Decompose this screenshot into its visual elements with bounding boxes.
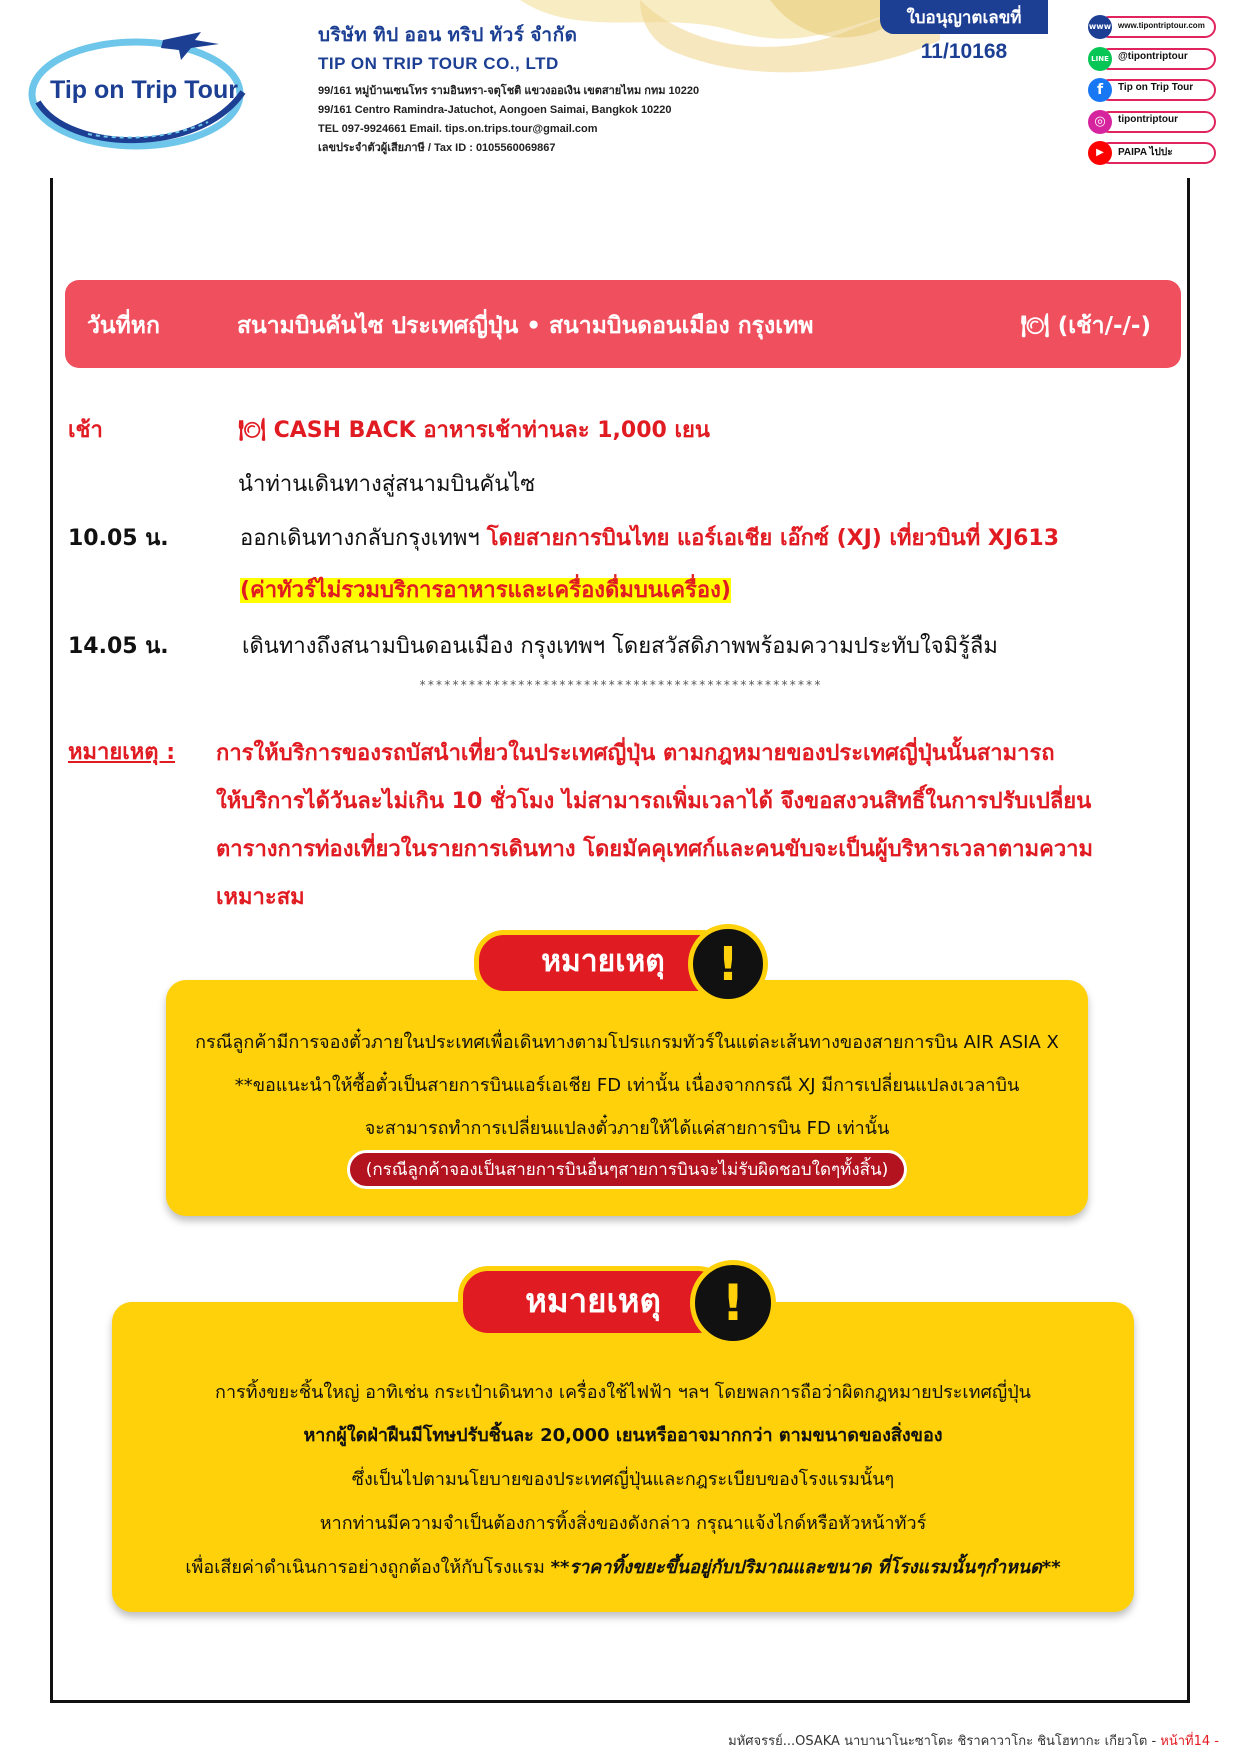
license-label: ใบอนุญาตเลขที่ (906, 8, 1022, 27)
facebook-name[interactable]: Tip on Trip Tour (1118, 82, 1194, 93)
globe-icon: www (1088, 15, 1112, 39)
frame-border-right (1187, 178, 1190, 1702)
morning-meal: 🍽 CASH BACK อาหารเช้าท่านละ 1,000 เยน (238, 418, 710, 443)
contact-line: TEL 097-9924661 Email. tips.on.trips.tour@gmail.com (318, 123, 598, 135)
company-name-en: TIP ON TRIP TOUR CO., LTD (318, 54, 559, 73)
day-meals: 🍽 (เช้า/-/-) (1020, 313, 1151, 339)
remark-label: หมายเหตุ : (68, 740, 176, 765)
social-facebook[interactable] (1088, 78, 1218, 102)
departure-text: ออกเดินทางกลับกรุงเทพฯ (240, 526, 480, 551)
notice2-line: ซึ่งเป็นไปตามนโยบายของประเทศญี่ปุ่นและกฎระเบียบของโรงแรมนั้นๆ (351, 1469, 895, 1490)
meal-exclusion-note: (ค่าทัวร์ไม่รวมบริการอาหารและเครื่องดื่มบนเครื่อง) (240, 578, 731, 603)
flight-info: โดยสายการบินไทย แอร์เอเชีย เอ๊กซ์ (XJ) เที่ยวบินที่ XJ613 (486, 526, 1059, 551)
address-en: 99/161 Centro Ramindra-Jatuchot, Aongoen Saimai, Bangkok 10220 (318, 104, 672, 116)
exclamation-icon: ! (688, 924, 768, 1004)
notice1-disclaimer: (กรณีลูกค้าจองเป็นสายการบินอื่นๆสายการบินจะไม่รับผิดชอบใดๆทั้งสิ้น) (347, 1150, 908, 1189)
separator-stars: ************************************************* (418, 678, 822, 692)
page-footer (728, 1730, 1219, 1751)
notice2-line: การทิ้งขยะชิ้นใหญ่ อาทิเช่น กระเป๋าเดินทาง เครื่องใช้ไฟฟ้า ฯลฯ โดยพลการถือว่าผิดกฎหมายประเทศญี่ปุ่น (215, 1382, 1031, 1403)
page-number: หน้าที่14 - (1160, 1734, 1219, 1749)
morning-text: นำท่านเดินทางสู่สนามบินคันไซ (238, 472, 536, 497)
notice2-fine-line: หากผู้ใดฝ่าฝืนมีโทษปรับชิ้นละ 20,000 เยนหรืออาจมากกว่า ตามขนาดของสิ่งของ (303, 1425, 943, 1446)
facebook-icon: f (1088, 78, 1112, 102)
notice1-line: จะสามารถทำการเปลี่ยนแปลงตั๋วภายให้ได้แค่สายการบิน FD เท่านั้น (364, 1118, 890, 1139)
page-header (0, 0, 1241, 168)
line-icon: LINE (1088, 47, 1112, 71)
website-url[interactable]: www.tipontriptour.com (1118, 21, 1205, 30)
notice1-line: **ขอแนะนำให้ซื้อตั๋วเป็นสายการบินแอร์เอเชีย FD เท่านั้น เนื่องจากกรณี XJ มีการเปลี่ยนแปลงเวลาบิน (234, 1075, 1020, 1096)
notice1-line: กรณีลูกค้ามีการจองตั๋วภายในประเทศเพื่อเดินทางตามโปรแกรมทัวร์ในแต่ละเส้นทางของสายการบิน AIR ASIA X (195, 1032, 1059, 1053)
social-line[interactable] (1088, 47, 1218, 71)
notice1-badge-label: หมายเหตุ (474, 930, 732, 996)
exclamation-icon: ! (690, 1260, 776, 1346)
youtube-icon: ▶ (1088, 141, 1112, 165)
remark-line: ให้บริการได้วันละไม่เกิน 10 ชั่วโมง ไม่สามารถเพิ่มเวลาได้ จึงขอสงวนสิทธิ์ในการปรับเปลี่ยน (216, 789, 1092, 814)
remark-line: การให้บริการของรถบัสนำเที่ยวในประเทศญี่ปุ่น ตามกฎหมายของประเทศญี่ปุ่นนั้นสามารถ (216, 741, 1055, 766)
social-links (1088, 15, 1218, 173)
instagram-name[interactable]: tipontriptour (1118, 113, 1178, 125)
remark-body (216, 730, 1181, 922)
notice1-pill-wrap (166, 1150, 1088, 1189)
company-name-th: บริษัท ทิป ออน ทริป ทัวร์ จำกัด (318, 25, 578, 46)
frame-border-bottom (50, 1700, 1190, 1703)
company-logo (28, 22, 258, 157)
notice2-last-line: เพื่อเสียค่าดำเนินการอย่างถูกต้องให้กับโรงแรม **ราคาทิ้งขยะขึ้นอยู่กับปริมาณและขนาด ที่โรงแรมนั้นๆกำหนด** (185, 1557, 1061, 1578)
airline-notice-box (166, 980, 1088, 1216)
notice2-line: หากท่านมีความจำเป็นต้องการทิ้งสิ่งของดังกล่าว กรุณาแจ้งไกด์หรือหัวหน้าทัวร์ (319, 1513, 927, 1534)
youtube-name[interactable]: PAIPA ไปปะ (1118, 147, 1173, 158)
social-instagram[interactable] (1088, 110, 1218, 134)
instagram-icon: ◎ (1088, 110, 1112, 134)
license-number: 11/10168 (920, 40, 1008, 63)
social-website[interactable] (1088, 15, 1218, 39)
day-title: สนามบินคันไซ ประเทศญี่ปุ่น • สนามบินดอนเมือง กรุงเทพ (237, 313, 814, 339)
day-label: วันที่หก (87, 313, 160, 339)
social-youtube[interactable] (1088, 141, 1218, 165)
address-th: 99/161 หมู่บ้านเซนโทร รามอินทรา-จตุโชติ แขวงออเงิน เขตสายไหม กทม 10220 (318, 85, 700, 97)
notice2-price-note: **ราคาทิ้งขยะขึ้นอยู่กับปริมาณและขนาด ที่โรงแรมนั้นๆกำหนด** (550, 1557, 1061, 1578)
company-info (318, 20, 778, 158)
line-id[interactable]: @tipontriptour (1118, 50, 1188, 62)
remark-line: เหมาะสม (216, 885, 305, 910)
logo-text: Tip on Trip Tour (50, 76, 238, 104)
departure-line (240, 520, 1059, 555)
garbage-notice-box (112, 1302, 1134, 1612)
license-block (880, 0, 1048, 72)
footer-program-title: มหัศจรรย์...OSAKA นาบานาโนะซาโตะ ชิราคาวาโกะ ชินโฮทากะ เกียวโต - (728, 1734, 1157, 1749)
arrival-text: เดินทางถึงสนามบินดอนเมือง กรุงเทพฯ โดยสวัสดิภาพพร้อมความประทับใจมิรู้ลืม (242, 634, 998, 659)
time-1005: 10.05 น. (68, 526, 169, 551)
day-header-bar (65, 280, 1181, 368)
frame-border-left (50, 178, 53, 1702)
morning-label: เช้า (68, 418, 103, 443)
notice2-badge-label: หมายเหตุ (458, 1266, 728, 1338)
remark-line: ตารางการท่องเที่ยวในรายการเดินทาง โดยมัคคุเทศก์และคนขับจะเป็นผู้บริหารเวลาตามความ (216, 837, 1094, 862)
time-1405: 14.05 น. (68, 634, 169, 659)
tax-id: เลขประจำตัวผู้เสียภาษี / Tax ID : 0105560069867 (318, 142, 556, 154)
